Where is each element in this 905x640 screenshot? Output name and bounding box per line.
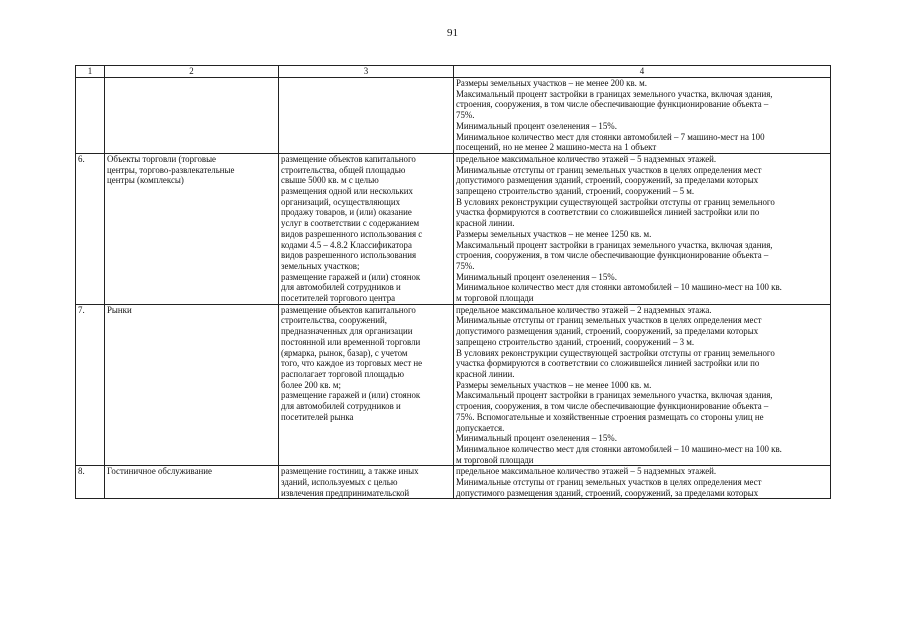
cell-text-line: Минимальный процент озеленения – 15%. — [456, 120, 617, 131]
cell-text-line: Минимальные отступы от границ земельных участков в целях определения мест — [456, 315, 762, 326]
cell-text-line: предельное максимальное количество этажей – 2 надземных этажа. — [456, 304, 712, 315]
cell-text-line: строения, сооружения, в том числе обеспечивающие функционирование объекта – — [456, 99, 769, 110]
column-header-use-type: 2 — [105, 66, 279, 78]
cell-text-line: запрещено строительство зданий, строений, сооружений – 5 м. — [456, 186, 695, 197]
description-cell — [279, 78, 454, 154]
cell-text-line: участка формируются в соответствии со сложившейся линией застройки или по — [456, 358, 760, 369]
description-cell — [279, 153, 454, 304]
cell-text-line: Размеры земельных участков – не менее 1250 кв. м. — [456, 228, 652, 239]
parameters-cell — [454, 304, 831, 466]
cell-text-line: строительства, сооружений, — [281, 315, 387, 326]
cell-text-line: запрещено строительство зданий, строений, сооружений – 3 м. — [456, 336, 695, 347]
cell-text-line: посещений, но не менее 2 машино-места на 1 объект — [456, 142, 657, 153]
cell-text-line: размещение гаражей и (или) стоянок — [281, 271, 421, 282]
row-number-cell: 6. — [76, 153, 105, 304]
row-number-cell: 8. — [76, 466, 105, 499]
cell-text-line: посетителей торгового центра — [281, 293, 396, 304]
parameters-cell — [454, 153, 831, 304]
cell-text-line: Максимальный процент застройки в границах земельного участка, включая здания, — [456, 390, 773, 401]
description-cell — [279, 466, 454, 499]
table-row — [76, 466, 831, 499]
cell-text-line: для автомобилей сотрудников и — [281, 401, 401, 412]
cell-text-line: размещения одной или нескольких — [281, 186, 413, 197]
use-type-cell — [105, 304, 279, 466]
table-row — [76, 78, 831, 154]
parameters-cell — [454, 78, 831, 154]
cell-text-line: красной линии. — [456, 218, 515, 229]
cell-text-line: располагает торговой площадью — [281, 368, 404, 379]
table-row — [76, 304, 831, 466]
cell-text-line: кодами 4.5 – 4.8.2 Классификатора — [281, 239, 412, 250]
table-row — [76, 153, 831, 304]
cell-text-line: участка формируются в соответствии со сложившейся линией застройки или по — [456, 207, 760, 218]
cell-text-line: Минимальный процент озеленения – 15%. — [456, 271, 617, 282]
use-type-cell — [105, 78, 279, 154]
cell-text-line: м торговой площади — [456, 454, 534, 465]
cell-text-line: Максимальный процент застройки в границах земельного участка, включая здания, — [456, 239, 773, 250]
cell-text-line: Минимальное количество мест для стоянки автомобилей – 7 машино-мест на 100 — [456, 131, 765, 142]
cell-text-line: строения, сооружения, в том числе обеспечивающие функционирование объекта – — [456, 250, 769, 261]
cell-text-line: размещение объектов капитального — [281, 153, 416, 164]
column-header-parameters: 4 — [454, 66, 831, 78]
cell-text-line: предельное максимальное количество этажей – 5 надземных этажей. — [456, 153, 717, 164]
parameters-cell — [454, 466, 831, 499]
cell-text-line: организаций, осуществляющих — [281, 196, 401, 207]
cell-text-line: продажу товаров, и (или) оказание — [281, 207, 412, 218]
cell-text-line: красной линии. — [456, 368, 515, 379]
cell-text-line: посетителей рынка — [281, 411, 354, 422]
cell-text-line: услуг в соответствии с содержанием — [281, 218, 420, 229]
cell-text-line: предельное максимальное количество этажей – 5 надземных этажей. — [456, 466, 717, 477]
cell-text-line: Минимальное количество мест для стоянки автомобилей – 10 машино-мест на 100 кв. — [456, 282, 782, 293]
cell-text-line: центры, торгово-развлекательные — [107, 164, 235, 175]
cell-text-line: Минимальное количество мест для стоянки автомобилей – 10 машино-мест на 100 кв. — [456, 443, 782, 454]
use-type-cell — [105, 466, 279, 499]
cell-text-line: свыше 5000 кв. м с целью — [281, 175, 379, 186]
cell-text-line: Объекты торговли (торговые — [107, 153, 216, 164]
description-cell — [279, 304, 454, 466]
column-header-description: 3 — [279, 66, 454, 78]
use-type-cell — [105, 153, 279, 304]
page-number: 91 — [447, 27, 458, 39]
cell-text-line: Рынки — [107, 304, 132, 315]
cell-text-line: более 200 кв. м; — [281, 379, 341, 390]
cell-text-line: допустимого размещения зданий, строений, сооружений, за пределами которых — [456, 487, 759, 498]
cell-text-line: видов разрешенного использования с — [281, 228, 423, 239]
cell-text-line: В условиях реконструкции существующей застройки отступы от границ земельного — [456, 347, 775, 358]
cell-text-line: Минимальные отступы от границ земельных участков в целях определения мест — [456, 477, 762, 488]
cell-text-line: строения, сооружения, в том числе обеспечивающие функционирование объекта – — [456, 401, 769, 412]
cell-text-line: извлечения предпринимательской — [281, 487, 410, 498]
table-body — [76, 78, 831, 499]
cell-text-line: размещение гаражей и (или) стоянок — [281, 390, 421, 401]
cell-text-line: размещение гостиниц, а также иных — [281, 466, 419, 477]
cell-text-line: для автомобилей сотрудников и — [281, 282, 401, 293]
cell-text-line: Гостиничное обслуживание — [107, 466, 212, 477]
cell-text-line: Минимальный процент озеленения – 15%. — [456, 433, 617, 444]
cell-text-line: предназначенных для организации — [281, 326, 413, 337]
cell-text-line: земельных участков; — [281, 260, 360, 271]
row-number-cell: 7. — [76, 304, 105, 466]
cell-text-line: Размеры земельных участков – не менее 200 кв. м. — [456, 78, 647, 88]
cell-text-line: допустимого размещения зданий, строений, сооружений, за пределами которых — [456, 175, 759, 186]
cell-text-line: центры (комплексы) — [107, 175, 184, 186]
cell-text-line: размещение объектов капитального — [281, 304, 416, 315]
cell-text-line: зданий, используемых с целью — [281, 477, 398, 488]
row-number-cell — [76, 78, 105, 154]
cell-text-line: 75%. Вспомогательные и хозяйственные строения размещать со стороны улиц не — [456, 411, 764, 422]
cell-text-line: Минимальные отступы от границ земельных участков в целях определения мест — [456, 164, 762, 175]
cell-text-line: 75%. — [456, 260, 475, 271]
cell-text-line: Размеры земельных участков – не менее 1000 кв. м. — [456, 379, 652, 390]
cell-text-line: того, что каждое из торговых мест не — [281, 358, 423, 369]
cell-text-line: В условиях реконструкции существующей застройки отступы от границ земельного — [456, 196, 775, 207]
cell-text-line: м торговой площади — [456, 293, 534, 304]
cell-text-line: допустимого размещения зданий, строений, сооружений, за пределами которых — [456, 326, 759, 337]
cell-text-line: видов разрешенного использования — [281, 250, 417, 261]
zoning-regulations-table — [75, 65, 831, 499]
cell-text-line: 75%. — [456, 110, 475, 121]
cell-text-line: допускается. — [456, 422, 505, 433]
column-header-number: 1 — [76, 66, 105, 78]
cell-text-line: постоянной или временной торговли — [281, 336, 421, 347]
cell-text-line: Максимальный процент застройки в границах земельного участка, включая здания, — [456, 88, 773, 99]
cell-text-line: (ярмарка, рынок, базар), с учетом — [281, 347, 408, 358]
table-header-row — [76, 66, 831, 78]
cell-text-line: строительства, общей площадью — [281, 164, 406, 175]
